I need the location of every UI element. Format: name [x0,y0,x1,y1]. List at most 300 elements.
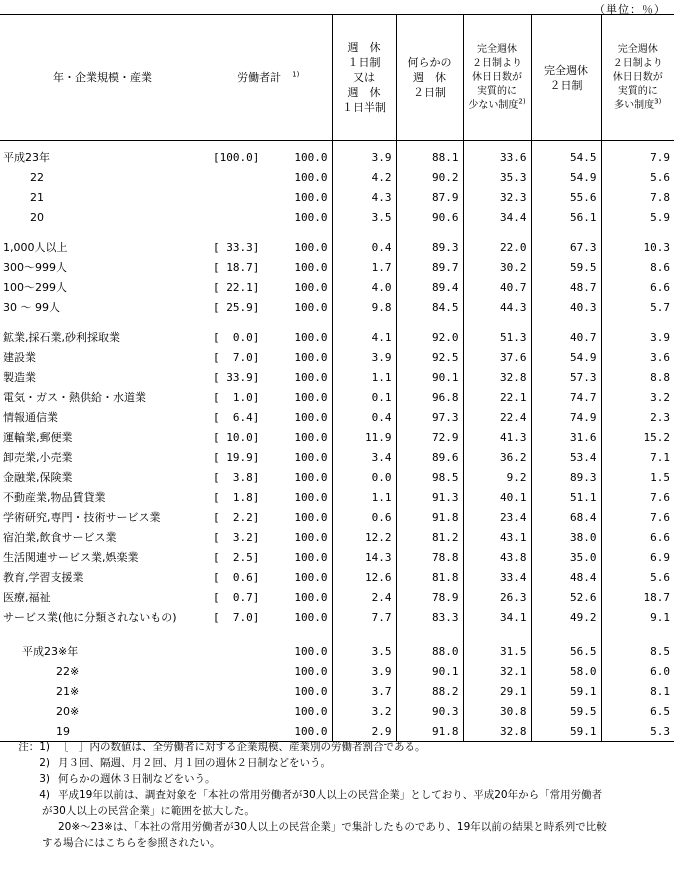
table-row [0,227,674,237]
row-c1: 14.3 [332,547,396,567]
note-text: 20※～23※は、「本社の常用労働者が30人以上の民営企業」で集計したものであり、19年以前の結果と時系列で比較 [58,821,607,833]
row-c1: 3.5 [332,641,396,661]
row-c2: 81.2 [396,527,463,547]
row-label: 19 [0,721,205,742]
header-line: 週 休 [347,86,381,99]
header-c5 [601,15,674,141]
row-c1: 12.6 [332,567,396,587]
table-row [0,427,674,447]
row-share [205,701,269,721]
row-label: 宿泊業,飲食サービス業 [3,531,117,544]
row-total: 100.0 [269,721,332,742]
row-label: 平成23年 [3,151,50,164]
row-total: 100.0 [294,170,328,184]
table-row [0,367,674,387]
row-c2: 91.8 [396,507,463,527]
row-c3: 44.3 [463,297,531,317]
row-c3: 29.1 [463,681,531,701]
row-c1: 7.7 [332,607,396,627]
note-line [0,803,676,819]
row-c1: 4.0 [332,277,396,297]
table-row [0,237,674,257]
row-c5: 8.1 [601,681,674,701]
row-c2: 78.8 [396,547,463,567]
row-c3: 34.1 [463,607,531,627]
row-c3: 26.3 [463,587,531,607]
row-c5: 5.6 [601,167,674,187]
row-c5: 5.3 [601,721,674,742]
row-c3: 30.8 [463,701,531,721]
row-c2: 89.4 [396,277,463,297]
row-c1: 2.4 [332,587,396,607]
row-total: 100.0 [294,664,328,678]
row-c2: 97.3 [396,407,463,427]
row-c3: 32.8 [463,367,531,387]
row-c5: 5.9 [601,207,674,227]
row-share: [ 25.9] [213,300,260,314]
row-share: [ 33.3] [213,240,260,254]
note-text: 平成19年以前は、調査対象を「本社の常用労働者が30人以上の民営企業」としており、平成20年から「常用労働者 [58,789,603,801]
header-total: 労働者計 $^{1)}$ [205,15,332,141]
row-c1: 3.4 [332,447,396,467]
row-c5: 6.5 [601,701,674,721]
row-c3: 41.3 [463,427,531,447]
row-c3: 34.4 [463,207,531,227]
row-c2: 72.9 [396,427,463,447]
row-c2: 90.1 [396,367,463,387]
row-c1: 9.8 [332,297,396,317]
row-c1: 0.6 [332,507,396,527]
header-line: 多い制度$^{3)}$ [614,97,662,111]
row-total: 100.0 [294,644,328,658]
row-c2: 88.2 [396,681,463,701]
header-c4 [531,15,601,141]
row-label: 教育,学習支援業 [3,571,84,584]
row-share: [ 0.6] [213,570,260,584]
header-line: 又は [353,71,375,84]
row-c3: 23.4 [463,507,531,527]
row-c5: 5.7 [601,297,674,317]
row-label: 20※ [56,704,80,718]
row-c3: 35.3 [463,167,531,187]
row-total: 100.0 [294,490,328,504]
row-c1: 3.9 [332,347,396,367]
row-c4: 48.4 [531,567,601,587]
row-c2: 89.7 [396,257,463,277]
table-row [0,507,674,527]
row-share: [ 0.7] [213,590,260,604]
row-c3: 31.5 [463,641,531,661]
table-row [0,547,674,567]
row-c1: 4.3 [332,187,396,207]
row-c4: 68.4 [531,507,601,527]
row-label: 学術研究,専門・技術サービス業 [3,511,161,524]
row-c4: 58.0 [531,661,601,681]
note-key: 3) [39,773,50,785]
row-c1: 11.9 [332,427,396,447]
row-share: [ 6.4] [213,410,260,424]
table-row [0,407,674,427]
row-c5: 9.1 [601,607,674,627]
table-row [0,297,674,317]
row-c5: 1.5 [601,467,674,487]
row-share: [ 2.2] [213,510,260,524]
table-row [0,257,674,277]
note-text: ［ ］内の数値は、全労働者に対する企業規模、産業別の労働者割合である。 [58,741,426,753]
row-c4: 59.1 [531,721,601,742]
table-row [0,387,674,407]
row-c4: 51.1 [531,487,601,507]
table-row [0,167,674,187]
row-c1: 3.7 [332,681,396,701]
row-total: 100.0 [294,450,328,464]
row-c5: 7.6 [601,487,674,507]
row-c5: 3.9 [601,327,674,347]
row-c5: 3.6 [601,347,674,367]
row-c2: 88.0 [396,641,463,661]
table-row [0,641,674,661]
row-total: 100.0 [294,190,328,204]
row-c3: 37.6 [463,347,531,367]
row-share: [ 33.9] [213,370,260,384]
row-share: [ 0.0] [213,330,260,344]
row-c4: 59.5 [531,257,601,277]
row-c5: 8.6 [601,257,674,277]
row-share: [ 10.0] [213,430,260,444]
row-total: 100.0 [294,370,328,384]
table-row [0,487,674,507]
row-c4: 48.7 [531,277,601,297]
row-label: 21 [30,190,44,204]
header-c1 [332,15,396,141]
row-share: [ 19.9] [213,450,260,464]
row-c4: 57.3 [531,367,601,387]
header-line: 完全週休 [617,43,658,55]
row-share [205,187,269,207]
note-text: 何らかの週休３日制などをいう。 [58,773,216,785]
unit-label: （単位：％） [594,3,666,16]
row-c5: 5.6 [601,567,674,587]
row-share: [ 1.0] [213,390,260,404]
row-c3: 33.4 [463,567,531,587]
row-c1: 4.2 [332,167,396,187]
table-row [0,661,674,681]
row-total: 100.0 [294,510,328,524]
row-c5: 7.1 [601,447,674,467]
row-c5: 6.6 [601,527,674,547]
note-line [0,755,676,771]
header-line: ２日制 [413,86,446,99]
row-label: 20 [30,210,44,224]
row-c4: 56.1 [531,207,601,227]
row-total: 100.0 [294,610,328,624]
row-c2: 90.1 [396,661,463,681]
header-line: 実質的に [477,85,517,97]
row-share: [ 18.7] [213,260,260,274]
row-label: 22※ [56,664,80,678]
row-c4: 52.6 [531,587,601,607]
row-label: 30 ～ 99人 [3,301,60,314]
row-c1: 12.2 [332,527,396,547]
row-c5: 8.8 [601,367,674,387]
row-total: 100.0 [294,684,328,698]
row-label: 金融業,保険業 [3,471,73,484]
row-c4: 38.0 [531,527,601,547]
row-c4: 74.7 [531,387,601,407]
row-label: 製造業 [3,371,36,384]
table-row [0,187,674,207]
table-row [0,347,674,367]
row-total: 100.0 [294,470,328,484]
row-c1: 0.0 [332,467,396,487]
row-total: 100.0 [294,150,328,164]
table-row [0,467,674,487]
table-row [0,327,674,347]
row-c1: 3.9 [332,141,396,168]
header-line: ２日制 [549,78,583,92]
row-label: サービス業(他に分類されないもの) [3,611,177,624]
row-c2: 90.3 [396,701,463,721]
row-c3: 22.1 [463,387,531,407]
row-label: 不動産業,物品賃貸業 [3,491,106,504]
row-c1: 0.4 [332,237,396,257]
row-label: 生活関連サービス業,娯楽業 [3,551,139,564]
header-line: 週 休 [347,41,381,54]
row-total: 100.0 [294,704,328,718]
row-c5: 3.2 [601,387,674,407]
note-text: 月３回、隔週、月２回、月１回の週休２日制などをいう。 [58,757,331,769]
row-c3: 32.8 [463,721,531,742]
row-label: 鉱業,採石業,砂利採取業 [3,331,120,344]
row-total: 100.0 [294,300,328,314]
row-share [205,661,269,681]
row-c4: 59.5 [531,701,601,721]
row-c1: 1.1 [332,487,396,507]
row-c4: 49.2 [531,607,601,627]
row-total: 100.0 [294,280,328,294]
row-share: [ 7.0] [213,610,260,624]
row-label: 建設業 [3,351,36,364]
row-c1: 3.5 [332,207,396,227]
row-c2: 96.8 [396,387,463,407]
row-c2: 92.5 [396,347,463,367]
header-label: 年・企業規模・産業 [0,15,205,141]
row-label: 医療,福祉 [3,591,51,604]
row-c5: 7.6 [601,507,674,527]
row-share [205,641,269,661]
row-share: [100.0] [213,150,260,164]
row-c3: 40.1 [463,487,531,507]
row-c2: 84.5 [396,297,463,317]
row-c4: 40.7 [531,327,601,347]
row-c5: 7.8 [601,187,674,207]
note-text: する場合にはこちらを参照されたい。 [42,837,221,849]
row-share: [ 2.5] [213,550,260,564]
row-c3: 30.2 [463,257,531,277]
table-row [0,567,674,587]
row-c2: 92.0 [396,327,463,347]
notes [0,739,676,851]
row-total: 100.0 [294,390,328,404]
row-label: 卸売業,小売業 [3,451,73,464]
row-c4: 59.1 [531,681,601,701]
row-share [205,207,269,227]
row-c5: 8.5 [601,641,674,661]
row-label: 100～299人 [3,281,67,294]
header-line: 完全週休 [477,43,517,55]
row-share: [ 7.0] [213,350,260,364]
row-c2: 91.8 [396,721,463,742]
row-total: 100.0 [294,240,328,254]
header-line: 何らかの [407,56,452,69]
row-c1: 4.1 [332,327,396,347]
header-line: 少ない制度$^{2)}$ [468,97,526,111]
row-c1: 1.1 [332,367,396,387]
row-label: 平成23※年 [22,645,79,658]
row-c2: 89.6 [396,447,463,467]
table-row [0,701,674,721]
header-line: １日半制 [342,101,386,114]
data-table [0,14,674,742]
row-c4: 67.3 [531,237,601,257]
row-label: 22 [30,170,44,184]
row-c5: 10.3 [601,237,674,257]
row-label: 1,000人以上 [3,241,68,254]
header-line: 実質的に [617,85,658,97]
row-c3: 51.3 [463,327,531,347]
table-row [0,627,674,641]
row-c4: 74.9 [531,407,601,427]
row-c2: 91.3 [396,487,463,507]
row-label: 運輸業,郵便業 [3,431,73,444]
row-c4: 56.5 [531,641,601,661]
row-c4: 54.9 [531,167,601,187]
note-line [0,819,676,835]
row-c2: 89.3 [396,237,463,257]
row-c3: 22.4 [463,407,531,427]
header-line: 休日日数が [472,71,522,83]
row-c2: 78.9 [396,587,463,607]
row-c3: 43.1 [463,527,531,547]
table-body [0,141,674,742]
row-total: 100.0 [294,530,328,544]
row-c4: 54.9 [531,347,601,367]
row-c5: 2.3 [601,407,674,427]
row-c5: 6.0 [601,661,674,681]
row-share [205,681,269,701]
row-share: [ 22.1] [213,280,260,294]
note-line [0,771,676,787]
row-share: [ 3.8] [213,470,260,484]
row-c1: 3.2 [332,701,396,721]
row-share: [ 3.2] [213,530,260,544]
row-c5: 6.9 [601,547,674,567]
note-line [0,787,676,803]
row-c1: 1.7 [332,257,396,277]
row-c5: 15.2 [601,427,674,447]
table-row [0,277,674,297]
row-label: 情報通信業 [3,411,58,424]
row-c3: 33.6 [463,141,531,168]
row-c2: 87.9 [396,187,463,207]
note-key: 4) [39,789,50,801]
row-c2: 81.8 [396,567,463,587]
note-line [0,835,676,851]
table-row [0,527,674,547]
row-c2: 90.6 [396,207,463,227]
row-total: 100.0 [294,410,328,424]
row-c1: 2.9 [332,721,396,742]
row-c4: 31.6 [531,427,601,447]
row-c3: 32.1 [463,661,531,681]
row-total: 100.0 [294,330,328,344]
row-c3: 32.3 [463,187,531,207]
header-c3 [463,15,531,141]
header-line: ２日制より [612,57,663,69]
row-c2: 88.1 [396,141,463,168]
row-c4: 55.6 [531,187,601,207]
row-c3: 40.7 [463,277,531,297]
row-c2: 83.3 [396,607,463,627]
note-text: が30人以上の民営企業」に範囲を拡大した。 [42,805,255,817]
row-c4: 54.5 [531,141,601,168]
row-c1: 0.4 [332,407,396,427]
row-c5: 7.9 [601,141,674,168]
table-row [0,317,674,327]
table-row [0,447,674,467]
row-total: 100.0 [294,570,328,584]
header-line: １日制 [347,56,381,69]
row-c3: 43.8 [463,547,531,567]
row-c1: 3.9 [332,661,396,681]
row-label: 300～999人 [3,261,67,274]
row-c5: 18.7 [601,587,674,607]
table-row [0,587,674,607]
header-line: 休日日数が [612,71,663,83]
row-c4: 40.3 [531,297,601,317]
row-total: 100.0 [294,260,328,274]
row-total: 100.0 [294,550,328,564]
row-c4: 89.3 [531,467,601,487]
row-c4: 53.4 [531,447,601,467]
row-share [205,167,269,187]
row-c2: 98.5 [396,467,463,487]
note-key: 2) [39,757,50,769]
note-line [0,739,676,755]
row-c3: 22.0 [463,237,531,257]
row-c3: 36.2 [463,447,531,467]
table-row [0,681,674,701]
table-row [0,607,674,627]
row-total: 100.0 [294,350,328,364]
note-key: 注：1) [18,741,50,753]
header-line: 週 休 [413,71,446,84]
row-c2: 90.2 [396,167,463,187]
header-line: 完全週休 [544,63,588,77]
row-total: 100.0 [294,430,328,444]
row-total: 100.0 [294,210,328,224]
row-label: 電気・ガス・熱供給・水道業 [3,391,146,404]
row-share: [ 1.8] [213,490,260,504]
table-row [0,141,674,168]
header-line: ２日制より [472,57,522,69]
table-row [0,207,674,227]
row-c5: 6.6 [601,277,674,297]
row-c4: 35.0 [531,547,601,567]
row-c3: 9.2 [463,467,531,487]
header-c2 [396,15,463,141]
row-total: 100.0 [294,590,328,604]
